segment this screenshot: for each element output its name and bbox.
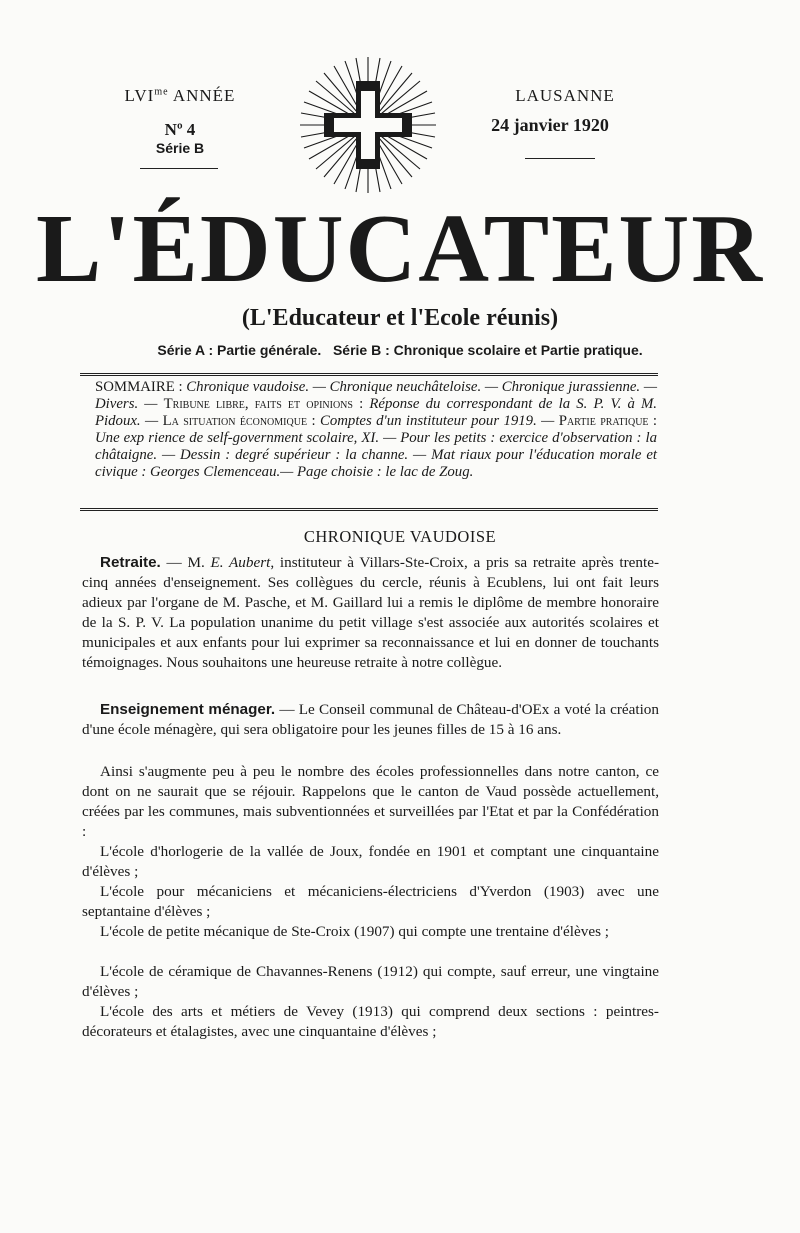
section-title: CHRONIQUE VAUDOISE [303,527,497,546]
issue-number: Nº 4 [164,120,196,139]
series-label: Série B [155,140,205,156]
journal-title: L'ÉDUCATEUR [35,195,765,303]
header-left-rule [140,168,218,169]
series-description: Série A : Partie générale. Série B : Chronique scolaire et Partie pratique. [157,342,643,358]
list-item: L'école pour mécaniciens et mécaniciens-électriciens d'Yverdon (1903) avec une septantaine d'élèves ; [82,883,659,920]
paragraph-enseignement-menager: Enseignement ménager. — Le Conseil communal de Château-d'OEx a voté la création d'une école ménagère, qui sera obligatoire pour les jeunes filles de 15 à 16 ans. [82,701,659,738]
volume-year: $LVI^{me}$ ANNÉE [124,86,236,105]
swiss-cross-emblem-icon [298,55,438,195]
journal-subtitle: (L'Educateur et l'Ecole réunis) [241,305,559,331]
issue-date: 24 janvier 1920 [491,115,609,135]
paragraph-ecoles-professionnelles: Ainsi s'augmente peu à peu le nombre des écoles professionnelles dans notre canton, ce dont on ne saurait que se réjouir. Rappelons que le canton de Vaud possède actuellement, créées par les communes, mais subventionnées et surveillées par l'Etat et par la Confédération : [82,763,659,840]
list-item: L'école d'horlogerie de la vallée de Joux, fondée en 1901 et comptant une cinquantaine d'élèves ; [82,843,659,880]
paragraph-retraite: Retraite. — M. E. Aubert, instituteur à Villars-Ste-Croix, a pris sa retraite après trente-cinq années d'enseignement. Ses collègues du cercle, réunis à Ecublens, lui ont fait leurs adieux par l'organe de M. Pasche, et M. Gaillard lui a remis le diplôme de membre honoraire de la S. P. V. La population unanime du petit village s'est associée aux autorités scolaires et municipales et aux enfants pour lui exprimer sa reconnaissance et lui en donner de touchants témoignages. Nous souhaitons une heureuse retraite à notre collègue. [82,554,659,671]
city: LAUSANNE [515,86,615,105]
list-item: L'école des arts et métiers de Vevey (1913) qui comprend deux sections : peintres-décorateurs et étalagistes, avec une cinquantaine d'élèves ; [82,1003,659,1040]
sommaire-box-bottom-rule [80,508,658,511]
header-right-rule [525,158,595,159]
sommaire: SOMMAIRE : Chronique vaudoise. — Chronique neuchâteloise. — Chronique jurassienne. — Divers. — Tribune libre, faits et opinions : Réponse du correspondant de la S. P. V. à M. Pidoux. — La situation économique : Comptes d'un instituteur pour 1919. — Partie pratique : Une exp rience de self-government scolaire, XI. — Pour les petits : exercice d'observation : la châtaigne. — Dessin : degré supérieur : la channe. — Mat riaux pour l'éducation morale et civique : Georges Clemenceau.— Page choisie : le lac de Zoug. [95,379,658,480]
list-item: L'école de céramique de Chavannes-Renens (1912) qui compte, sauf erreur, une vingtaine d'élèves ; [82,963,659,1000]
list-item: L'école de petite mécanique de Ste-Croix (1907) qui compte une trentaine d'élèves ; [100,923,610,940]
